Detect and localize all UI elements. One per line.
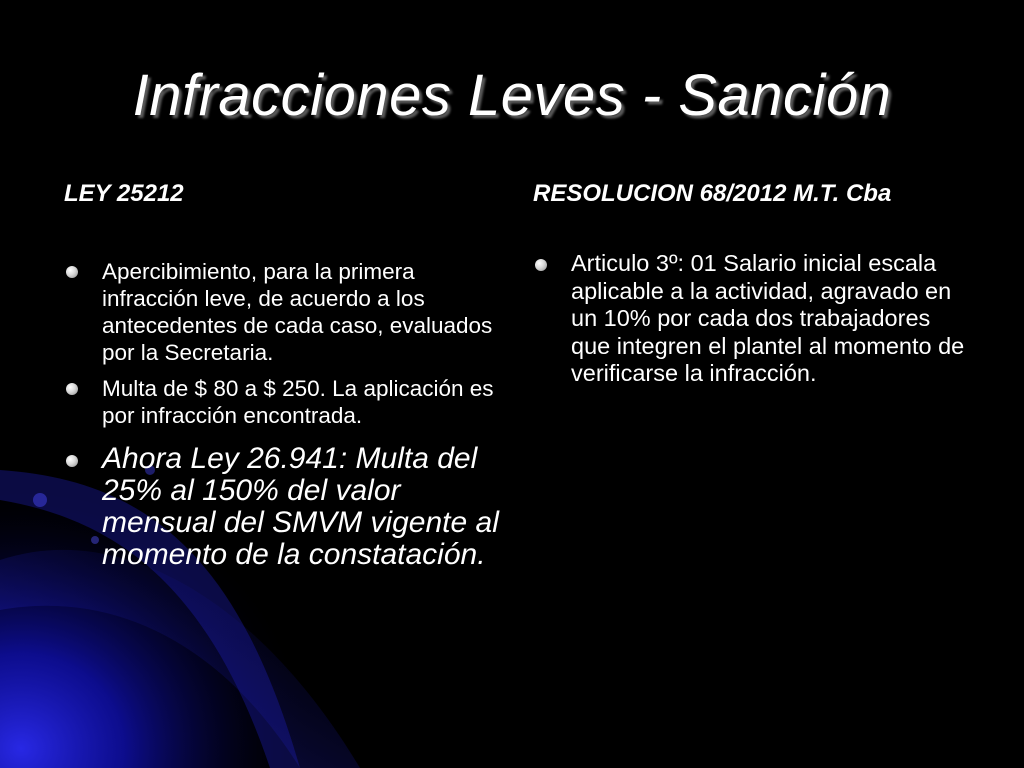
list-item <box>64 258 504 366</box>
list-item <box>64 375 504 429</box>
left-bullet-list <box>64 258 504 571</box>
list-item-text: Multa de $ 80 a $ 250. La aplicación es por infracción encontrada. <box>102 376 494 428</box>
sphere-bullet-icon <box>535 259 547 271</box>
sphere-bullet-icon <box>66 383 78 395</box>
list-item-text: Apercibimiento, para la primera infracción leve, de acuerdo a los antecedentes de cada caso, evaluados por la Secretaria. <box>102 259 493 365</box>
list-item-text: Articulo 3º: 01 Salario inicial escala aplicable a la actividad, agravado en un 10% por cada dos trabajadores que integren el plantel al momento de verificarse la infracción. <box>571 250 965 386</box>
slide-title: Infracciones Leves - Sanción <box>132 63 892 128</box>
sphere-bullet-icon <box>66 455 78 467</box>
right-bullet-list <box>533 250 973 388</box>
list-item-text: Ahora Ley 26.941: Multa del 25% al 150% del valor mensual del SMVM vigente al momento de la constatación. <box>102 442 499 571</box>
left-column-heading: LEY 25212 <box>64 180 184 207</box>
list-item <box>64 443 504 571</box>
sphere-bullet-icon <box>66 266 78 278</box>
right-column-heading: RESOLUCION 68/2012 M.T. Cba <box>533 180 892 207</box>
list-item <box>533 250 973 388</box>
